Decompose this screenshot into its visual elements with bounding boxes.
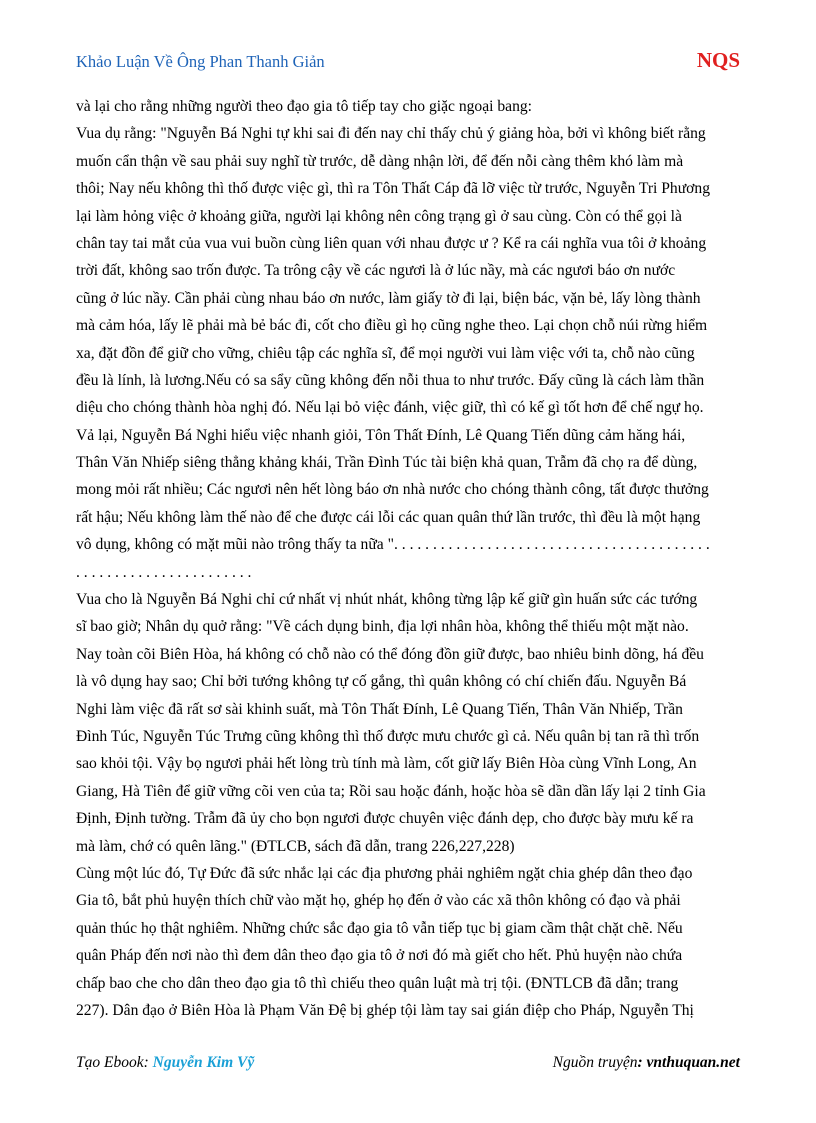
text-line: vô dụng, không có mặt mũi nào trông thấy ta nữa ". . . . . . . . . . . . . . . . . . . . . . . . . . . . . . . . . . . . . . . . . bbox=[76, 536, 710, 554]
text-line: Vua cho là Nguyễn Bá Nghi chỉ cứ nhất vị nhút nhát, không từng lập kế giữ gìn huấn sức các tướng bbox=[76, 591, 698, 609]
ebook-credit-label: Tạo Ebook bbox=[76, 1054, 144, 1071]
text-line: Định, Định tường. Trẫm đã ủy cho bọn ngươi được chuyên việc đánh dẹp, cho được bày mưu kế ra bbox=[76, 810, 694, 828]
source-credit-separator: : bbox=[637, 1054, 647, 1071]
text-line: chân tay tai mắt của vua vui buồn cùng liên quan với nhau được ư ? Kể ra cái nghĩa vua tôi ở khoảng bbox=[76, 234, 707, 252]
text-line: rất hậu; Nếu không làm thế nào để che được cái lỗi các quan quân thứ lần trước, thì đều là một hạng bbox=[76, 508, 701, 526]
source-site-name: vnthuquan.net bbox=[646, 1054, 740, 1071]
text-line: Đình Túc, Nguyễn Túc Trưng cũng không thì thố được mưu chước gì cả. Nếu quân bị tan rã thì trốn bbox=[76, 727, 700, 745]
text-line: là vô dụng hay sao; Chỉ bởi tướng không tự cố gắng, thì quân không có chí chiến đấu. Nguyễn Bá bbox=[76, 673, 687, 691]
source-credit bbox=[553, 1054, 740, 1072]
text-line: trời đất, không sao trốn được. Ta trông cậy về các ngươi là ở lúc nầy, mà các ngươi báo ơn nước bbox=[76, 262, 676, 280]
text-line: đều là lính, là lương.Nếu có sa sẩy cũng không đến nỗi thua to như trước. Đấy cũng là cách làm thần bbox=[76, 371, 705, 389]
text-line: quản thúc họ thật nghiêm. Những chức sắc đạo gia tô vẫn tiếp tục bị giam cầm thật chặt chẽ. Nếu bbox=[76, 919, 683, 937]
text-line: Thân Văn Nhiếp siêng thẳng khảng khái, Trần Đình Túc tài biện khả quan, Trẫm đã chọ ra để dùng, bbox=[76, 454, 698, 472]
text-line: Nghi làm việc đã rất sơ sài khinh suất, mà Tôn Thất Đính, Lê Quang Tiến, Thân Văn Nhiếp, Trần bbox=[76, 700, 683, 718]
text-line: quân Pháp đến nơi nào thì đem dân theo đạo gia tô ở nơi đó mà giết cho hết. Phủ huyện nào chứa bbox=[76, 947, 683, 965]
text-line: sĩ bao giờ; Nhân dụ quở rằng: "Về cách dụng binh, địa lợi nhân hòa, không thể thiếu một mặt nào. bbox=[76, 618, 689, 636]
text-line: 227). Dân đạo ở Biên Hòa là Phạm Văn Đệ bị ghép tội làm tay sai gián điệp cho Pháp, Nguyễn Thị bbox=[76, 1001, 694, 1019]
brand-logo-text: NQS bbox=[696, 48, 740, 72]
text-line: xa, đặt đồn để giữ cho vững, chiêu tập các nghĩa sĩ, để mọi người vui làm việc với ta, chỗ nào cũng bbox=[76, 344, 695, 362]
ebook-creator-name: Nguyễn Kim Vỹ bbox=[152, 1054, 255, 1071]
document-body bbox=[76, 93, 741, 1024]
text-line: muốn cẩn thận về sau phải suy nghĩ từ trước, dễ dàng nhận lời, để đến nỗi càng thêm khó làm mà bbox=[76, 152, 684, 170]
text-line: mà làm, chớ có quên lãng." (ĐTLCB, sách đã dẫn, trang 226,227,228) bbox=[76, 837, 515, 855]
text-line: sao khỏi tội. Vậy bọ ngươi phải hết lòng trù tính mà làm, cốt giữ lấy Biên Hòa cùng Vĩnh Long, An bbox=[76, 755, 697, 773]
text-line: Giang, Hà Tiên để giữ vững cõi ven của ta; Rồi sau hoặc đánh, hoặc hòa sẽ dần dần lấy lại 2 tỉnh Gia bbox=[76, 782, 706, 800]
page-footer bbox=[76, 1054, 740, 1078]
text-line: và lại cho rằng những người theo đạo gia tô tiếp tay cho giặc ngoại bang: bbox=[76, 98, 533, 115]
text-line: cũng ở lúc nầy. Cần phải cùng nhau báo ơn nước, làm giấy tờ đi lại, biện bác, vặn bẻ, lấy lòng thành bbox=[76, 289, 701, 307]
page-header bbox=[76, 48, 740, 78]
text-line: lại làm hỏng việc ở khoảng giữa, người lại không nên công trạng gì ở sau cùng. Còn có thể gọi là bbox=[76, 207, 682, 225]
text-line: Vua dụ rằng: "Nguyễn Bá Nghi tự khi sai đi đến nay chỉ thấy chủ ý giảng hòa, bởi vì không biết rằng bbox=[76, 125, 706, 143]
source-credit-label: Nguồn truyện bbox=[552, 1054, 638, 1071]
text-line: chấp bao che cho dân theo đạo gia tô thì chiếu theo quân luật mà trị tội. (ĐNTLCB đã dẫn; trang bbox=[76, 974, 679, 992]
ebook-credit-separator: : bbox=[143, 1054, 153, 1071]
text-line: Gia tô, bắt phủ huyện thích chữ vào mặt họ, ghép họ đến ở vào các xã thôn không có đạo và phải bbox=[76, 892, 681, 910]
book-title: Khảo Luận Về Ông Phan Thanh Giản bbox=[76, 52, 325, 71]
text-line: Nay toàn cõi Biên Hòa, há không có chỗ nào có thể đóng đồn giữ được, bao nhiêu binh dõng, há đều bbox=[76, 645, 704, 663]
text-line: mong mỏi rất nhiều; Các ngươi nên hết lòng báo ơn nhà nước cho chóng thành công, tất được thưởng bbox=[76, 481, 709, 499]
text-line: diệu cho chóng thành hòa nghị đó. Nếu lại bỏ việc đánh, việc giữ, thì có kế gì tốt hơn để chế ngự họ. bbox=[76, 399, 704, 417]
text-line: . . . . . . . . . . . . . . . . . . . . . . . bbox=[76, 563, 252, 581]
text-line: Cùng một lúc đó, Tự Đức đã sức nhắc lại các địa phương phải nghiêm ngặt chia ghép dân theo đạo bbox=[76, 864, 693, 882]
text-line: mà cảm hóa, lấy lẽ phải mà bẻ bác đi, cốt cho điều gì họ cũng nghe theo. Lại chọn chỗ núi rừng hiểm bbox=[76, 317, 708, 335]
text-line: thôi; Nay nếu không thì thố được việc gì, thì ra Tôn Thất Cáp đã lỡ việc từ trước, Nguyễn Tri Phương bbox=[76, 180, 711, 198]
ebook-credit bbox=[76, 1054, 254, 1072]
text-line: Vả lại, Nguyễn Bá Nghi hiểu việc nhanh giỏi, Tôn Thất Đính, Lê Quang Tiến dũng cảm hăng hái, bbox=[76, 426, 686, 444]
